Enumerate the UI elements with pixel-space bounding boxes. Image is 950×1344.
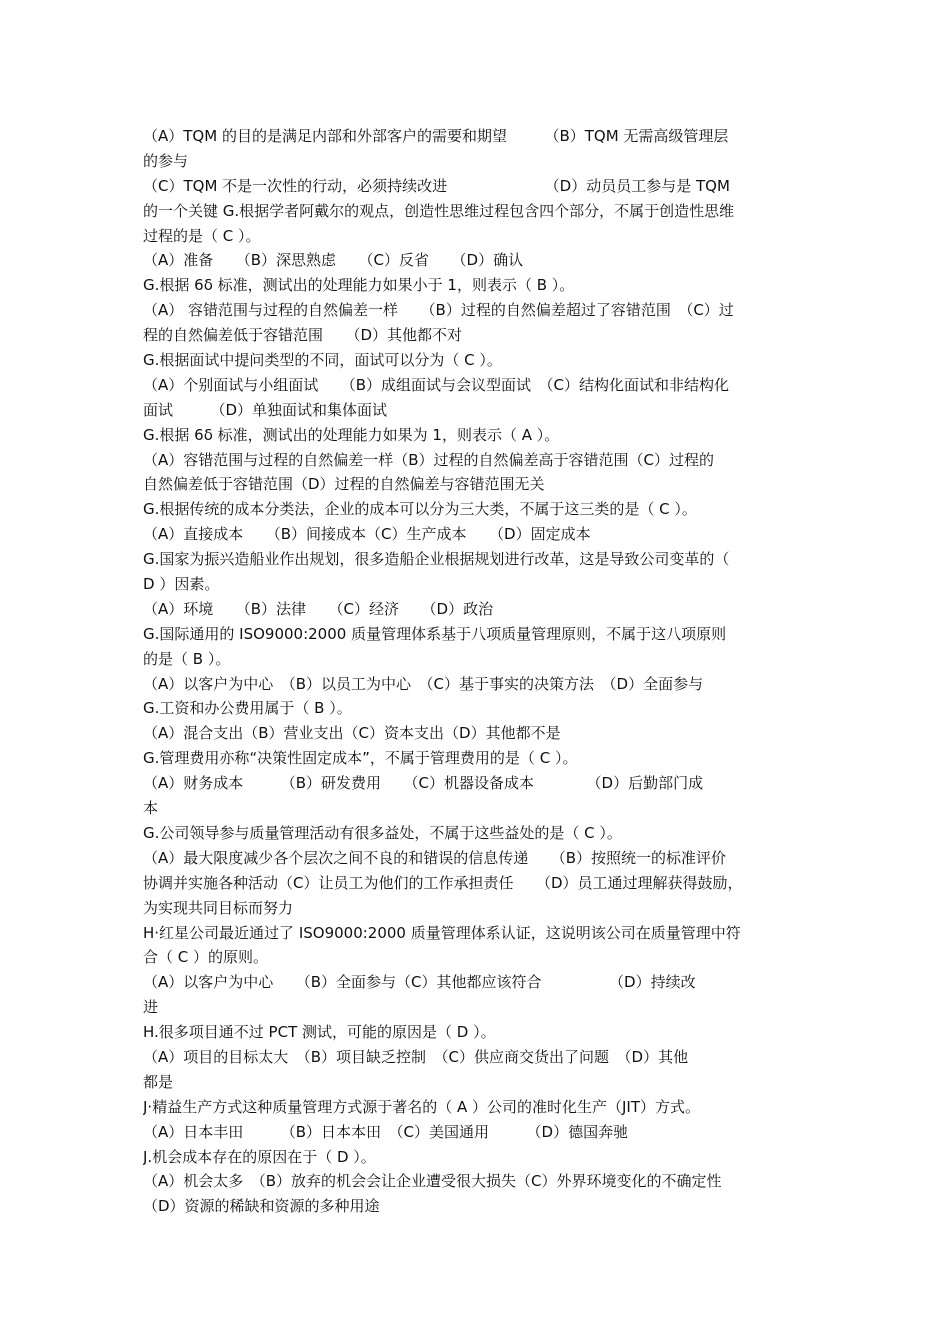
text-line: G.公司领导参与质量管理活动有很多益处，不属于这些益处的是（ C ）。 [143,823,622,842]
text-line: 进 [143,998,159,1017]
text-line: （C）TQM 不是一次性的行动，必须持续改进 （D）动员员工参与是 TQM [143,176,730,195]
text-line: 都是 [143,1072,174,1091]
text-line: 为实现共同目标而努力 [143,898,294,917]
text-line: 协调并实施各种活动（C）让员工为他们的工作承担责任 （D）员工通过理解获得鼓励， [143,873,743,892]
text-line: （A）财务成本 （B）研发费用 （C）机器设备成本 （D）后勤部门成 [143,774,704,793]
text-line: （A）混合支出（B）营业支出（C）资本支出（D）其他都不是 [143,724,561,743]
text-line: H.很多项目通不过 PCT 测试，可能的原因是（ D ）。 [143,1023,496,1042]
text-line: 本 [143,799,159,818]
text-line: 面试 （D）单独面试和集体面试 [143,400,388,419]
text-line: G.工资和办公费用属于（ B ）。 [143,699,352,718]
text-line: （A）最大限度减少各个层次之间不良的和错误的信息传递 （B）按照统一的标准评价 [143,848,727,867]
text-line: 合（ C ）的原则。 [143,948,269,967]
document-page [143,124,815,1219]
text-line: （A）机会太多 （B）放弃的机会会让企业遭受很大损失（C）外界环境变化的不确定性 [143,1172,722,1191]
text-line: （A）日本丰田 （B）日本本田 （C）美国通用 （D）德国奔驰 [143,1122,629,1141]
text-line: （A）项目的目标太大 （B）项目缺乏控制 （C）供应商交货出了问题 （D）其他 [143,1047,689,1066]
text-line: 的参与 [143,151,189,170]
text-line: G.根据 6δ 标准，测试出的处理能力如果小于 1，则表示（ B ）。 [143,276,575,295]
text-line: （A）准备 （B）深思熟虑 （C）反省 （D）确认 [143,251,524,270]
text-line: 的是（ B ）。 [143,649,231,668]
text-line: （A）TQM 的目的是满足内部和外部客户的需要和期望 （B）TQM 无需高级管理层 [143,127,729,145]
text-line: G.国际通用的 ISO9000:2000 质量管理体系基于八项质量管理原则，不属于这八项原则 [143,624,727,643]
text-line: 过程的是（ C ）。 [143,226,261,245]
text-line: （A）以客户为中心 （B）以员工为中心 （C）基于事实的决策方法 （D）全面参与 [143,674,704,693]
text-line: 自然偏差低于容错范围（D）过程的自然偏差与容错范围无关 [143,475,545,494]
text-line: （A）容错范围与过程的自然偏差一样（B）过程的自然偏差高于容错范围（C）过程的 [143,450,715,469]
text-line: G.根据面试中提问类型的不同，面试可以分为（ C ）。 [143,351,502,370]
text-line: （A）直接成本 （B）间接成本（C）生产成本 （D）固定成本 [143,525,591,544]
text-line: （A） 容错范围与过程的自然偏差一样 （B）过程的自然偏差超过了容错范围 （C）过 [143,301,734,320]
text-line: （A）以客户为中心 （B）全面参与（C）其他都应该符合 （D）持续改 [143,973,696,992]
text-line: G.管理费用亦称“决策性固定成本”，不属于管理费用的是（ C ）。 [143,749,578,768]
text-line: G.根据传统的成本分类法，企业的成本可以分为三大类，不属于这三类的是（ C ）。 [143,500,697,519]
text-line: 的一个关键 G.根据学者阿戴尔的观点，创造性思维过程包含四个部分，不属于创造性思维 [143,201,735,220]
text-line: （A）个别面试与小组面试 （B）成组面试与会议型面试 （C）结构化面试和非结构化 [143,375,730,394]
text-line: G.根据 6δ 标准，测试出的处理能力如果为 1，则表示（ A ）。 [143,425,560,444]
text-line: （A）环境 （B）法律 （C）经济 （D）政治 [143,599,494,618]
text-line: H·红星公司最近通过了 ISO9000:2000 质量管理体系认证，这说明该公司在质量管理中符 [143,923,741,942]
text-line: J·精益生产方式这种质量管理方式源于著名的（ A ）公司的准时化生产（JIT）方式。 [143,1097,701,1116]
text-line: 程的自然偏差低于容错范围 （D）其他都不对 [143,326,463,345]
text-line: D ）因素。 [143,575,220,594]
text-line: （D）资源的稀缺和资源的多种用途 [143,1197,380,1216]
text-line: G.国家为振兴造船业作出规划，很多造船企业根据规划进行改革，这是导致公司变革的（ [143,550,730,569]
text-line: J.机会成本存在的原因在于（ D ）。 [143,1147,376,1166]
